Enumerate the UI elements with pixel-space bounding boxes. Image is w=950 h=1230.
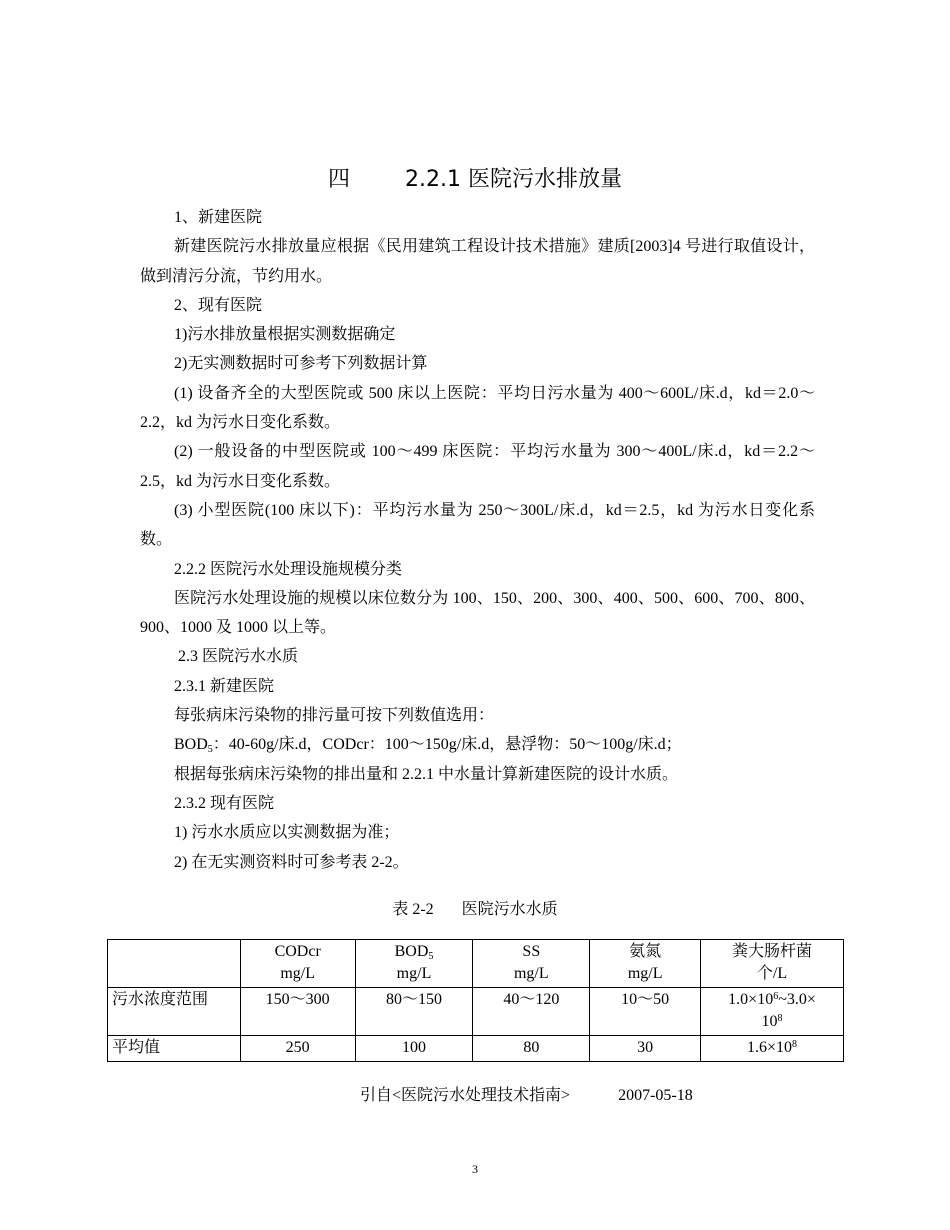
bod-subscript: 5 <box>207 744 213 756</box>
paragraph: 医院污水处理设施的规模以床位数分为 100、150、200、300、400、500、600、700、800、900、1000 及 1000 以上等。 <box>140 589 815 637</box>
table-cell: 80～150 <box>355 988 473 1036</box>
table-cell: 10～50 <box>590 988 701 1036</box>
paragraph: 1)污水排放量根据实测数据确定 <box>174 326 396 344</box>
paragraph: (2) 一般设备的中型医院或 100～499 床医院：平均污水量为 300～400L/床.d，kd＝2.2～2.5，kd 为污水日变化系数。 <box>140 443 815 490</box>
row-header: 污水浓度范围 <box>108 988 241 1036</box>
column-header: SS mg/L <box>473 940 590 988</box>
paragraph: 2.2.2 医院污水处理设施规模分类 <box>174 560 403 578</box>
paragraph: 2) 在无实测资料时可参考表 2-2。 <box>174 853 409 871</box>
source-citation <box>360 1082 693 1105</box>
paragraph: 1) 污水水质应以实测数据为准； <box>174 824 400 842</box>
column-header: CODcr mg/L <box>240 940 355 988</box>
paragraph: 新建医院污水排放量应根据《民用建筑工程设计技术措施》建质[2003]4 号进行取值设计，做到清污分流，节约用水。 <box>140 238 815 285</box>
paragraph: 每张病床污染物的排污量可按下列数值选用： <box>174 707 495 725</box>
section-number: 2.2.1 <box>405 167 461 192</box>
table-cell: 80 <box>473 1036 590 1062</box>
paragraph: (3) 小型医院(100 床以下)：平均污水量为 250～300L/床.d，kd＝2.5，kd 为污水日变化系数。 <box>140 501 815 549</box>
paragraph: 2、现有医院 <box>174 296 263 314</box>
table-cell: 150～300 <box>240 988 355 1036</box>
bod-line <box>140 730 815 759</box>
table-cell: 100 <box>355 1036 473 1062</box>
paragraph: 根据每张病床污染物的排出量和 2.2.1 中水量计算新建医院的设计水质。 <box>174 765 679 783</box>
table-cell: $1.6\times 10^8$ <box>701 1036 844 1062</box>
paragraph: 1、新建医院 <box>174 209 263 226</box>
table-cell: 30 <box>590 1036 701 1062</box>
chapter-number: 四 <box>327 167 350 192</box>
paragraph: 2.3.1 新建医院 <box>174 677 275 695</box>
table-caption-number: 表 2-2 <box>392 901 434 918</box>
section-title: 医院污水排放量 <box>467 167 622 192</box>
table-caption-title: 医院污水水质 <box>461 901 558 918</box>
table-cell: 40～120 <box>473 988 590 1036</box>
paragraph: 2)无实测数据时可参考下列数据计算 <box>174 355 428 373</box>
paragraph: 2.3 医院污水水质 <box>178 648 299 666</box>
table-row <box>108 1036 844 1062</box>
bod-values: ：40-60g/床.d，CODcr：100～150g/床.d，悬浮物：50～100g/床.d； <box>212 736 682 754</box>
column-header: 粪大肠杆菌 个/L <box>701 940 844 988</box>
table-corner-cell <box>108 940 241 988</box>
table-row <box>108 988 844 1036</box>
column-header: 氨氮 mg/L <box>590 940 701 988</box>
row-header: 平均值 <box>108 1036 241 1062</box>
page-number: 3 <box>472 1162 478 1176</box>
source-text: 引自<医院污水处理技术指南> <box>360 1087 571 1104</box>
table-caption <box>0 896 950 919</box>
water-quality-table <box>107 939 844 1062</box>
table-cell: $1.0\times 10^6\sim 3.0\times$ $10^8$ <box>701 988 844 1036</box>
table-cell: 250 <box>240 1036 355 1062</box>
body-text <box>140 203 815 877</box>
table-header-row <box>108 940 844 988</box>
paragraph: 2.3.2 现有医院 <box>174 794 275 812</box>
section-heading <box>0 162 950 193</box>
bod-label: BOD <box>174 736 208 754</box>
paragraph: (1) 设备齐全的大型医院或 500 床以上医院：平均日污水量为 400～600L/床.d，kd＝2.0～2.2，kd 为污水日变化系数。 <box>140 384 815 432</box>
column-header: $BOD_5$ mg/L <box>355 940 473 988</box>
source-date: 2007-05-18 <box>618 1087 693 1104</box>
